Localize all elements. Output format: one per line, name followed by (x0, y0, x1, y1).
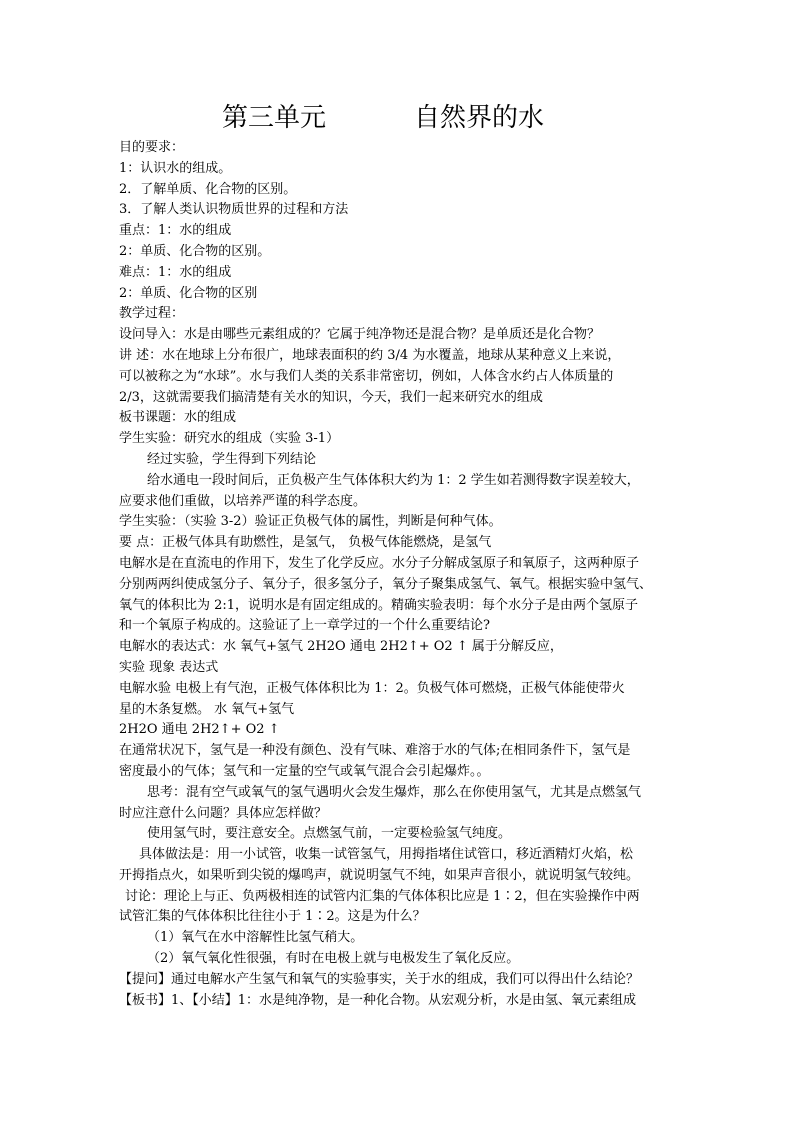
text-line: 难点：1：水的组成 (119, 264, 232, 280)
text-line: 电解水是在直流电的作用下，发生了化学反应。水分子分解成氢原子和氧原子，这两种原子 (119, 555, 640, 571)
text-line: 可以被称之为“水球”。水与我们人类的关系非常密切，例如，人体含水约占人体质量的 (119, 368, 614, 384)
text-line: 经过实验，学生得到下列结论 (147, 451, 317, 467)
text-line: 应要求他们重做，以培养严谨的科学态度。 (119, 493, 367, 509)
text-line: 设问导入：水是由哪些元素组成的？它属于纯净物还是混合物？是单质还是化合物？ (119, 327, 601, 343)
text-line: 电解水验 电极上有气泡，正极气体体积比为 1：2。负极气体可燃烧，正极气体能使带火 (119, 680, 625, 696)
text-line: 【板书】1、【小结】1：水是纯净物，是一种化合物。从宏观分析，水是由氢、氧元素组成 (119, 992, 637, 1008)
text-line: 2/3，这就需要我们搞清楚有关水的知识，今天，我们一起来研究水的组成 (119, 389, 543, 405)
text-line: 星的木条复燃。 水 氧气+氢气 (119, 701, 295, 717)
text-line: 2：单质、化合物的区别。 (119, 243, 271, 259)
text-line: 学生实验：研究水的组成（实验 3-1） (119, 431, 340, 447)
text-line: 使用氢气时，要注意安全。点燃氢气前，一定要检验氢气纯度。 (147, 826, 512, 842)
text-line: 具体做法是：用一小试管，收集一试管氢气，用拇指堵住试管口，移近酒精灯火焰，松 (139, 847, 634, 863)
text-line: 2：单质、化合物的区别 (119, 285, 258, 301)
text-line: 氧气的体积比为 2:1，说明水是有固定组成的。精确实验表明：每个水分子是由两个氢原子 (119, 597, 639, 613)
text-line: 分别两两纠使成氢分子、氧分子，很多氢分子，氧分子聚集成氢气、氧气。根据实验中氢气、 (119, 576, 653, 592)
text-line: 时应注意什么问题？具体应怎样做？ (119, 805, 328, 821)
document-body (119, 138, 679, 1011)
text-line: 试管汇集的气体体积比往往小于 1∶2。这是为什么？ (119, 909, 426, 925)
text-line: 学生实验：（实验 3-2）验证正负极气体的属性，判断是何种气体。 (119, 514, 502, 530)
text-line: 电解水的表达式：水 氧气+氢气 2H2O 通电 2H2↑+ O2 ↑ 属于分解反应， (119, 639, 563, 655)
text-line: （1）氧气在水中溶解性比氢气稍大。 (147, 930, 364, 946)
text-line: 思考：混有空气或氧气的氢气遇明火会发生爆炸，那么在你使用氢气，尤其是点燃氢气 (147, 784, 642, 800)
text-line: 1：认识水的组成。 (119, 160, 232, 176)
text-line: 板书课题：水的组成 (119, 410, 237, 426)
text-line: 密度最小的气体；氢气和一定量的空气或氧气混合会引起爆炸。。 (119, 763, 490, 779)
text-line: 讨论：理论上与正、负两极相连的试管内汇集的气体体积比应是 1∶2，但在实验操作中两 (125, 888, 640, 904)
text-line: 重点：1：水的组成 (119, 223, 232, 239)
text-line: 教学过程： (119, 306, 185, 322)
text-line: 2．了解单质、化合物的区别。 (119, 181, 297, 197)
text-line: 在通常状况下，氢气是一种没有颜色、没有气味、难溶于水的气体;在相同条件下，氢气是 (119, 743, 631, 759)
text-line: 实验 现象 表达式 (119, 659, 219, 675)
title-topic: 自然界的水 (414, 103, 545, 133)
text-line: 给水通电一段时间后，正负极产生气体体积大约为 1：2 学生如若测得数字误差较大， (147, 472, 640, 488)
text-line: 开拇指点火，如果听到尖锐的爆鸣声，就说明氢气不纯，如果声音很小，就说明氢气较纯。 (119, 867, 640, 883)
text-line: 2H2O 通电 2H2↑+ O2 ↑ (119, 722, 280, 738)
document-title (0, 100, 794, 136)
text-line: 目的要求： (119, 140, 185, 155)
text-line: 3．了解人类认识物质世界的过程和方法 (119, 202, 349, 218)
text-line: （2）氧气氧化性很强，有时在电极上就与电极发生了氧化反应。 (147, 951, 520, 967)
text-line: 讲 述：水在地球上分布很广，地球表面积的约 3/4 为水覆盖，地球从某种意义上来说， (119, 347, 621, 363)
title-unit: 第三单元 (222, 103, 327, 133)
text-line: 【提问】通过电解水产生氢气和氧气的实验事实，关于水的组成，我们可以得出什么结论？ (119, 971, 640, 987)
text-line: 和一个氧原子构成的。这验证了上一章学过的一个什么重要结论? (119, 618, 490, 634)
text-line: 要 点：正极气体具有助燃性，是氢气， 负极气体能燃烧，是氢气 (119, 535, 492, 551)
